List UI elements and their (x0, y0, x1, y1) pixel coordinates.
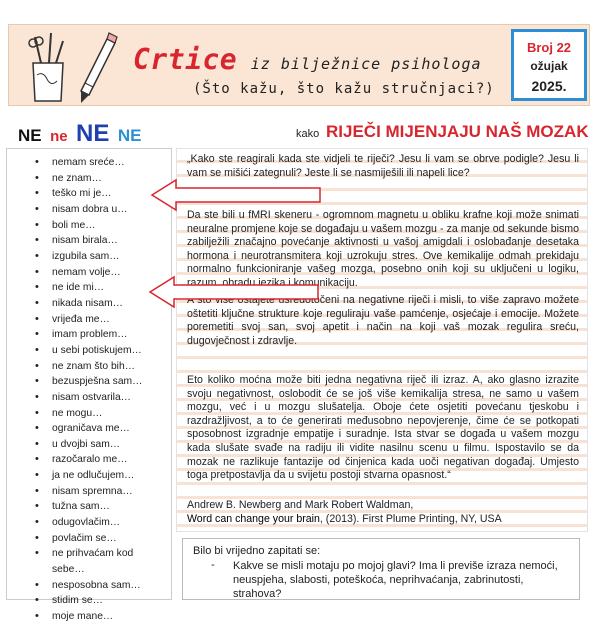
ne-word: NE (76, 120, 110, 147)
issue-number: Broj 22 (526, 40, 572, 55)
negative-phrase-item: • teško mi je… (7, 186, 171, 202)
newsletter-header (8, 24, 590, 106)
article-paragraph: Eto koliko moćna može biti jedna negativna riječ ili izraz. A, ako glasno izrazite svoju negativnost, oslobodit će se još više kemikalija stresa, ne samo u vašem mozgu, već i u mozgu slušatelja. Oboje ćete osjetiti povećanu tjeskobu i razdražljivost, a to će generirati međusobno nepovjerenje, čime će se potkopati sposobnost izgradnje empatije i suradnje. Ista stvar se događa u vašem mozgu kada slušate svađe na radiju ili vidite nasilnu scenu u filmu. Ispostavilo se da mozak ne razlikuje fantazije od činjenica kada uoči negativan događaj. Umjesto toga pretpostavlja da u svijetu postoji stvarna opasnost.“ (187, 374, 579, 482)
negative-phrase-item: • nesposobna sam… (7, 578, 171, 594)
ne-word: NE (117, 126, 142, 145)
negative-phrase-item: • nemam volje… (7, 265, 171, 281)
negative-phrase-item: • u dvojbi sam… (7, 437, 171, 453)
negative-phrase-item: • ograničava me… (7, 421, 171, 437)
article-citation (187, 499, 579, 526)
issue-month: ožujak (530, 59, 568, 73)
negative-phrase-item: • nisam spremna… (7, 484, 171, 500)
negative-phrase-item: • nikada nisam… (7, 296, 171, 312)
negative-phrase-item: • ja ne odlučujem… (7, 468, 171, 484)
negative-phrase-item: • ne ide mi… (7, 280, 171, 296)
negative-phrase-item: • moje mane… (7, 609, 171, 625)
negative-phrase-item: • boli me… (7, 218, 171, 234)
pencil-cup-illustration-icon (23, 29, 119, 107)
negative-phrase-item: • povlačim se… (7, 531, 171, 547)
negative-phrase-item: • nemam sreće… (7, 155, 171, 171)
citation-book-details: , (2013). First Plume Printing, NY, USA (319, 512, 502, 525)
negative-phrase-item: • stidim se… (7, 593, 171, 609)
negative-phrase-item: • ne znam što bih… (7, 359, 171, 375)
issue-box (511, 29, 587, 101)
negative-phrase-item: • tužna sam… (7, 499, 171, 515)
negative-phrase-item: • u sebi potiskujem… (7, 343, 171, 359)
newsletter-title (133, 43, 482, 76)
article-paragraph: A što više ostajete usredotočeni na negativne riječi i misli, to više zapravo možete oštetiti ključne strukture koje reguliraju vaše pamćenje, osjećaje i emocije. Možete poremetiti svoj san, svoj apetit i način na koji vaš mozak regulira sreću, dugovječnost i zdravlje. (187, 294, 579, 347)
negative-phrase-item: • ne prihvaćam kod sebe… (7, 546, 171, 577)
negative-phrase-item: • razočaralo me… (7, 452, 171, 468)
issue-year: 2025. (531, 78, 567, 94)
page-headline: RIJEČI MIJENJAJU NAŠ MOZAK (326, 122, 589, 141)
negative-phrase-item: • imam problem… (7, 327, 171, 343)
kako-word: kako (296, 128, 320, 140)
question-dash: - (211, 559, 215, 571)
negative-phrase-item: • bezuspješna sam… (7, 374, 171, 390)
newsletter-subtitle: (Što kažu, što kažu stručnjaci?) (193, 81, 495, 97)
article-paragraph: „Kako ste reagirali kada ste vidjeli te riječi? Jesu li vam se obrve podigle? Jesu li vam se mišići zategnuli? Jeste li se nasmiješili ili napeli lice? (187, 153, 579, 179)
article-paragraph: Da ste bili u fMRI skeneru - ogromnom magnetu u obliku krafne koji može snimati neuralne promjene koje se događaju u vašem mozgu - za manje od sekunde bismo zabilježili značajno povećanje aktivnosti u vašoj amigdali i oslobađanje desetaka hormona i neurotransmitera koji uzrokuju stres. Ove kemikalije odmah prekidaju normalno funkcioniranje vašeg mozga, posebno onih koji su uključeni u logiku, razum, obradu jezika i komunikaciju. (187, 209, 579, 289)
negative-phrase-item: • ne znam… (7, 171, 171, 187)
citation-authors: Andrew B. Newberg and Mark Robert Waldman, (187, 499, 414, 511)
question-intro: Bilo bi vrijedno zapitati se: (193, 545, 321, 557)
negative-phrase-item: • vrijeđa me… (7, 312, 171, 328)
ne-words (18, 120, 145, 148)
negative-phrase-item: • nisam birala… (7, 233, 171, 249)
title-main: Crtice (133, 43, 238, 76)
negative-phrases-list (7, 149, 171, 625)
left-arrow-icon (150, 178, 322, 212)
citation-book-title: Word can change your brain (187, 512, 320, 525)
question-text: Kakve se misli motaju po mojoj glavi? Ima li previše izraza nemoći, neuspjeha, slabosti, poteškoća, neprihvaćanja, zabrinutosti, strahova? (233, 560, 558, 600)
negative-phrase-item: • odugovlačim… (7, 515, 171, 531)
ne-word: NE (18, 126, 42, 145)
negative-phrase-item: • ne mogu… (7, 406, 171, 422)
negative-phrase-item: • nisam ostvarila… (7, 390, 171, 406)
negative-phrase-item: • nisam dobra u… (7, 202, 171, 218)
left-arrow-icon (148, 275, 320, 309)
title-rest: iz bilježnice psihologa (250, 55, 482, 73)
negative-phrases-panel (6, 148, 172, 623)
question-box (182, 538, 580, 600)
negative-phrase-item: • izgubila sam… (7, 249, 171, 265)
citation-book (187, 513, 579, 527)
ne-word: ne (50, 128, 68, 145)
